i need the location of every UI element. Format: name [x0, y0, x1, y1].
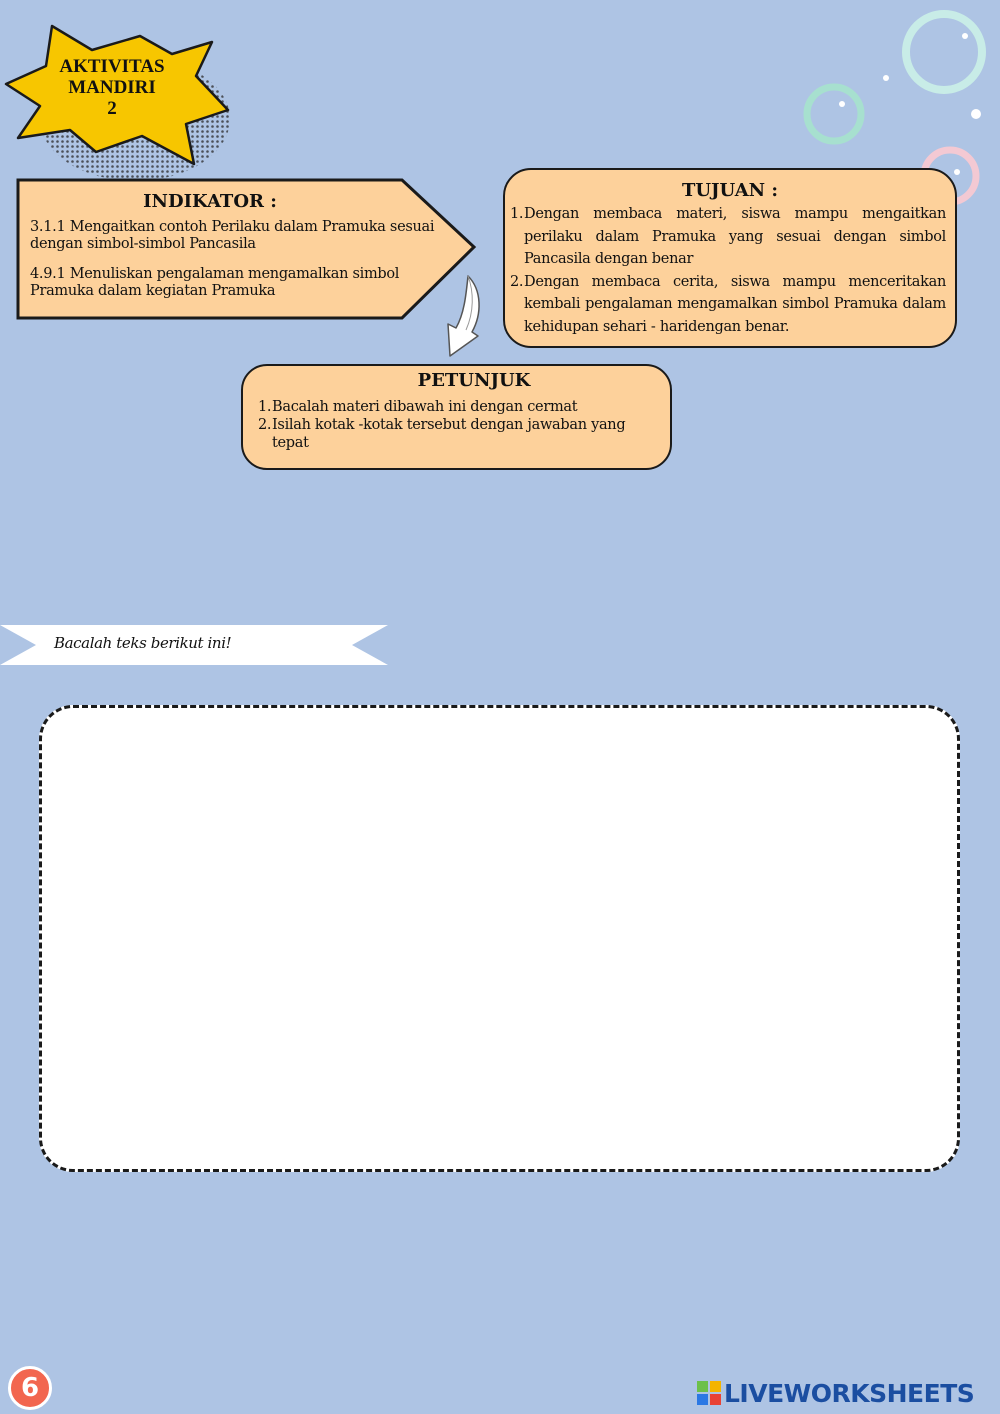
list-item: [258, 416, 663, 452]
list-text: Dengan membaca cerita, siswa mampu menceritakan kembali pengalaman mengamalkan simbol Pramuka dalam kehidupan sehari - haridengan benar.: [524, 273, 946, 335]
liveworksheets-icon: [697, 1381, 721, 1405]
list-number: 1.: [258, 399, 272, 415]
badge-line-2: MANDIRI: [68, 77, 156, 98]
petunjuk-list: [258, 398, 663, 452]
badge-line-1: AKTIVITAS: [59, 56, 165, 77]
list-number: 1.: [510, 206, 524, 222]
indikator-item-1: 3.1.1 Mengaitkan contoh Perilaku dalam Pramuka sesuai dengan simbol-simbol Pancasila: [30, 219, 435, 252]
brand-logo: [697, 1378, 974, 1408]
list-item: [510, 271, 946, 339]
page-number-badge: 6: [8, 1366, 52, 1410]
ribbon-instruction: Bacalah teks berikut ini!: [54, 634, 232, 652]
reading-text-box: [39, 705, 960, 1172]
list-text: Bacalah materi dibawah ini dengan cermat: [272, 399, 578, 415]
list-number: 2.: [510, 273, 524, 290]
list-item: [510, 203, 946, 271]
list-text: Dengan membaca materi, siswa mampu mengaitkan perilaku dalam Pramuka yang sesuai dengan simbol Pancasila dengan benar: [524, 206, 946, 267]
indikator-item-2: 4.9.1 Menuliskan pengalaman mengamalkan simbol Pramuka dalam kegiatan Pramuka: [30, 266, 400, 299]
badge-line-3: 2: [107, 98, 117, 119]
activity-badge-label: [42, 56, 182, 119]
list-number: 2.: [258, 417, 272, 433]
tujuan-title: TUJUAN :: [681, 180, 779, 201]
petunjuk-title: PETUNJUK: [417, 370, 531, 391]
brand-name: LIVEWORKSHEETS: [724, 1378, 975, 1408]
list-text: Isilah kotak -kotak tersebut dengan jawaban yang tepat: [272, 417, 626, 451]
indikator-title: INDIKATOR :: [143, 191, 277, 212]
list-item: [258, 398, 663, 416]
tujuan-list: [510, 203, 946, 338]
curved-arrow-icon: [438, 272, 488, 362]
